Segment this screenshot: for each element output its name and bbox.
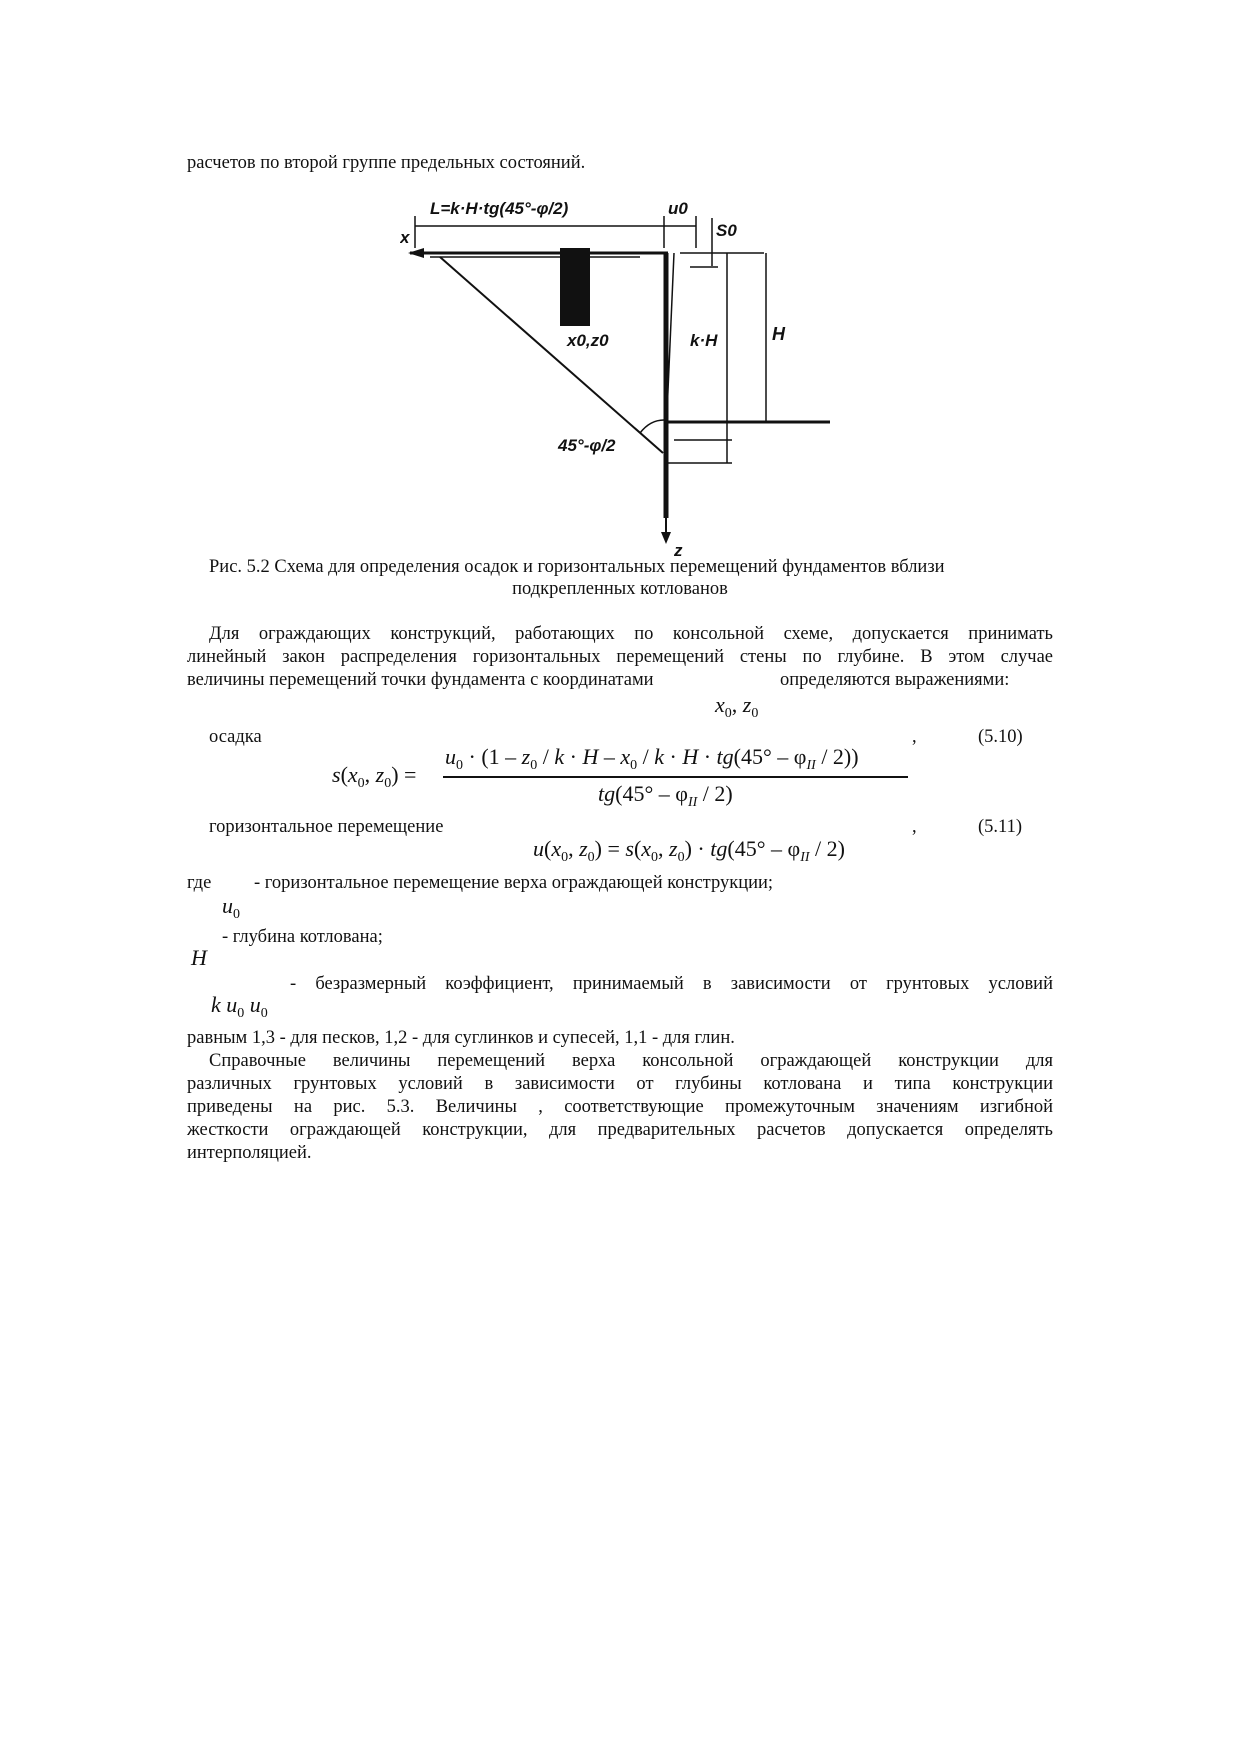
def-k: - безразмерный коэффициент, принимаемый в зависимости от грунтовых условий [290, 974, 1053, 994]
foundation-block [560, 248, 590, 326]
label-kH: k·H [690, 331, 718, 350]
label-x: x [400, 228, 410, 247]
eq510-lhs: $s(x_0$, $z_0$) = [332, 762, 417, 791]
eq511-number: (5.11) [978, 817, 1023, 837]
sym-H: H [191, 945, 207, 970]
sym-k-row: k $u_0$ $u_0$ [211, 992, 268, 1021]
para2-line5: интерполяцией. [187, 1143, 312, 1163]
osadka-label: осадка [209, 727, 262, 747]
label-z: z [674, 541, 683, 560]
para1-line3a: величины перемещений точки фундамента с координатами [187, 670, 654, 690]
horiz-label: горизонтальное перемещение [209, 817, 444, 837]
eq510-fraction-bar [443, 776, 908, 778]
para2-line1: Справочные величины перемещений верха консольной ограждающей конструкции для [209, 1051, 1053, 1071]
eq510-denominator: $tg(45^\circ - \varphi_{II} / 2)$ [598, 781, 733, 810]
x-arrow-icon [408, 248, 424, 258]
top-line: расчетов по второй группе предельных состояний. [187, 153, 586, 173]
label-H: H [772, 324, 785, 344]
eq511: $u(x_0$, $z_0) = s(x_0$, $z_0) \cdot tg(45^\circ - \varphi_{II} / 2)$ [533, 836, 845, 865]
figure-scheme [400, 188, 850, 560]
eq511-comma: , [912, 817, 917, 837]
def-H: - глубина котлована; [222, 927, 383, 947]
para1-line2: линейный закон распределения горизонтальных перемещений стены по глубине. В этом случае [187, 647, 1053, 667]
eq510-numerator: $u_0 \cdot (1 - z_0 / k \cdot H - x_0 / k \cdot H \cdot tg(45^\circ - \varphi_{II} / 2))$ [445, 744, 859, 773]
label-L: L=k·H·tg(45°-φ/2) [430, 199, 569, 218]
coord-symbol: $x_0$, $z_0$ [715, 692, 759, 721]
label-x0z0: x0,z0 [567, 331, 609, 350]
label-u0: u0 [668, 199, 688, 218]
figure-caption-line2: подкрепленных котлованов [512, 579, 728, 599]
para1-line3b: определяются выражениями: [780, 670, 1010, 690]
label-angle: 45°-φ/2 [558, 436, 616, 455]
eq510-number: (5.10) [978, 727, 1023, 747]
para1-line1: Для ограждающих конструкций, работающих по консольной схеме, допускается принимать [209, 624, 1053, 644]
eq510-comma: , [912, 727, 917, 747]
para2-line2: различных грунтовых условий в зависимости от глубины котлована и типа конструкции [187, 1074, 1053, 1094]
figure-caption-line1: Рис. 5.2 Схема для определения осадок и горизонтальных перемещений фундаментов вблизи [209, 557, 945, 577]
z-arrow-icon [661, 532, 671, 544]
def-k-cont: равным 1,3 - для песков, 1,2 - для суглинков и супесей, 1,1 - для глин. [187, 1028, 735, 1048]
def-u0: - горизонтальное перемещение верха ограждающей конструкции; [254, 873, 774, 893]
gde-label: где [187, 873, 212, 893]
failure-line [440, 257, 663, 453]
label-s0: S0 [716, 221, 737, 240]
para2-line4: жесткости ограждающей конструкции, для предварительных расчетов допускается определять [187, 1120, 1053, 1140]
sym-u0: $u_0$ [222, 893, 240, 922]
para2-line3: приведены на рис. 5.3. Величины , соответствующие промежуточным значениям изгибной [187, 1097, 1053, 1117]
